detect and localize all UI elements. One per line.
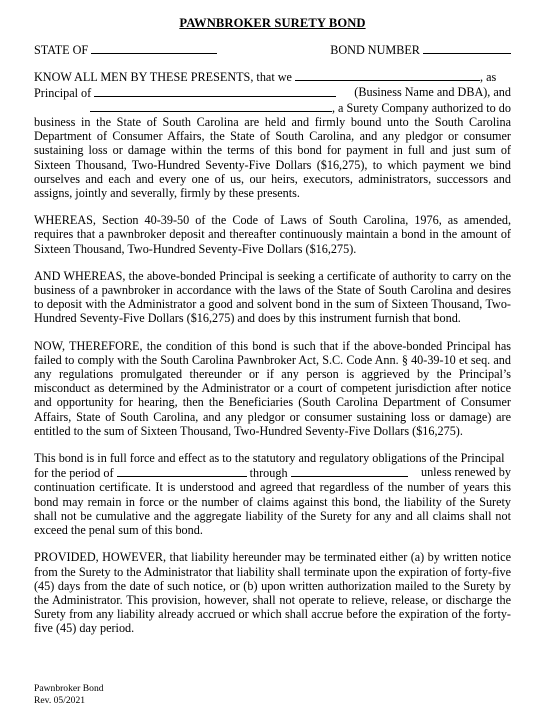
state-field-group [34,42,217,57]
paragraph-and-whereas: AND WHEREAS, the above-bonded Principal is seeking a certificate of authority to carry on the business of a pawnbroker in accordance with the laws of the State of South Carolina and desires to deposit with the Administrator a good and solvent bond in the sum of Sixteen Thousand, Two-Hundred Seventy-Five Dollars ($16,275) and does by this instrument furnish that bond. [34,268,511,326]
know-all-men-line [34,69,511,84]
paragraph-whereas: WHEREAS, Section 40-39-50 of the Code of Laws of South Carolina, 1976, as amended, requires that a pawnbroker deposit and thereafter continuously maintain a bond in the amount of Sixteen Thousand, Two-Hundred Seventy-Five Dollars ($16,275). [34,213,511,256]
paragraph-full-force-line1: This bond is in full force and effect as to the statutory and regulatory obligations of the Principal [34,451,505,466]
document-title: PAWNBROKER SURETY BOND [179,16,366,30]
know-line-end: , as [480,70,497,85]
period-end-blank[interactable] [291,465,408,477]
business-name-label: (Business Name and DBA), and [354,84,511,99]
bond-document [34,16,511,636]
surety-party-blank[interactable] [295,69,480,81]
period-line [34,465,511,480]
paragraph-provided-however: PROVIDED, HOWEVER, that liability hereunder may be terminated either (a) by written notice from the Surety to the Administrator that liability shall terminate upon the expiration of forty-five (45) days from the date of such notice, or (b) upon written authorization mailed to the Surety by the Administrator. This provision, however, shall not operate to relieve, release, or discharge the Surety from any liability already accrued or which shall accrue before the expiration of the forty-five (45) day period. [34,550,511,636]
know-line-text: KNOW ALL MEN BY THESE PRESENTS, that we [34,70,292,85]
paragraph-full-force-rest: continuation certificate. It is understood and agreed that regardless of the number of years this bond may remain in force or the number of claims against this bond, the liability of the Surety shall not be cumulative and the aggregate liability of the Surety for any and all claims shall not exceed the penal sum of this bond. [34,480,511,538]
surety-text: , a Surety Company authorized to do [331,100,511,115]
bond-number-blank[interactable] [423,42,511,54]
bond-number-label: BOND NUMBER [330,43,420,58]
paragraph-now-therefore: NOW, THEREFORE, the condition of this bond is such that if the above-bonded Principal has failed to comply with the South Carolina Pawnbroker Act, S.C. Code Ann. § 40-39-10 et seq. and any regulations promulgated thereunder or if any person is aggrieved by the Principal’s misconduct as determined by the Administrator or a court of competent jurisdiction after notice and opportunity for hearing, then the Beneficiaries (South Carolina Department of Consumer Affairs, State of South Carolina, and any pledgor or consumer sustaining loss or damage) are entitled to the sum of Sixteen Thousand, Two-Hundred Seventy-Five Dollars ($16,275). [34,338,511,438]
state-label: STATE OF [34,43,89,58]
state-bond-row [34,42,511,57]
state-blank[interactable] [91,42,217,54]
surety-line [34,100,511,115]
surety-company-blank[interactable] [90,100,332,112]
paragraph-know-all-men: business in the State of South Carolina are held and firmly bound unto the South Carolina Department of Consumer Affairs, the State of South Carolina, and any pledgor or consumer sustaining loss or damage within the terms of this bond for payment in full and just sum of Sixteen Thousand, Two-Hundred Seventy-Five Dollars ($16,275), to which payment we bind ourselves and each and every one of us, our heirs, executors, administrators, successors and assigns, jointly and severally, firmly by these presents. [34,115,511,201]
principal-blank[interactable] [94,85,336,97]
footer-form-name: Pawnbroker Bond [34,683,104,694]
footer-revision: Rev. 05/2021 [34,694,86,706]
period-start-blank[interactable] [117,465,247,477]
footer [34,683,104,706]
unless-renewed-label: unless renewed by [420,465,511,480]
period-label: for the period of [34,466,114,481]
bond-number-group [330,42,511,57]
principal-label: Principal of [34,85,92,100]
principal-line [34,85,511,100]
through-label: through [249,466,288,481]
